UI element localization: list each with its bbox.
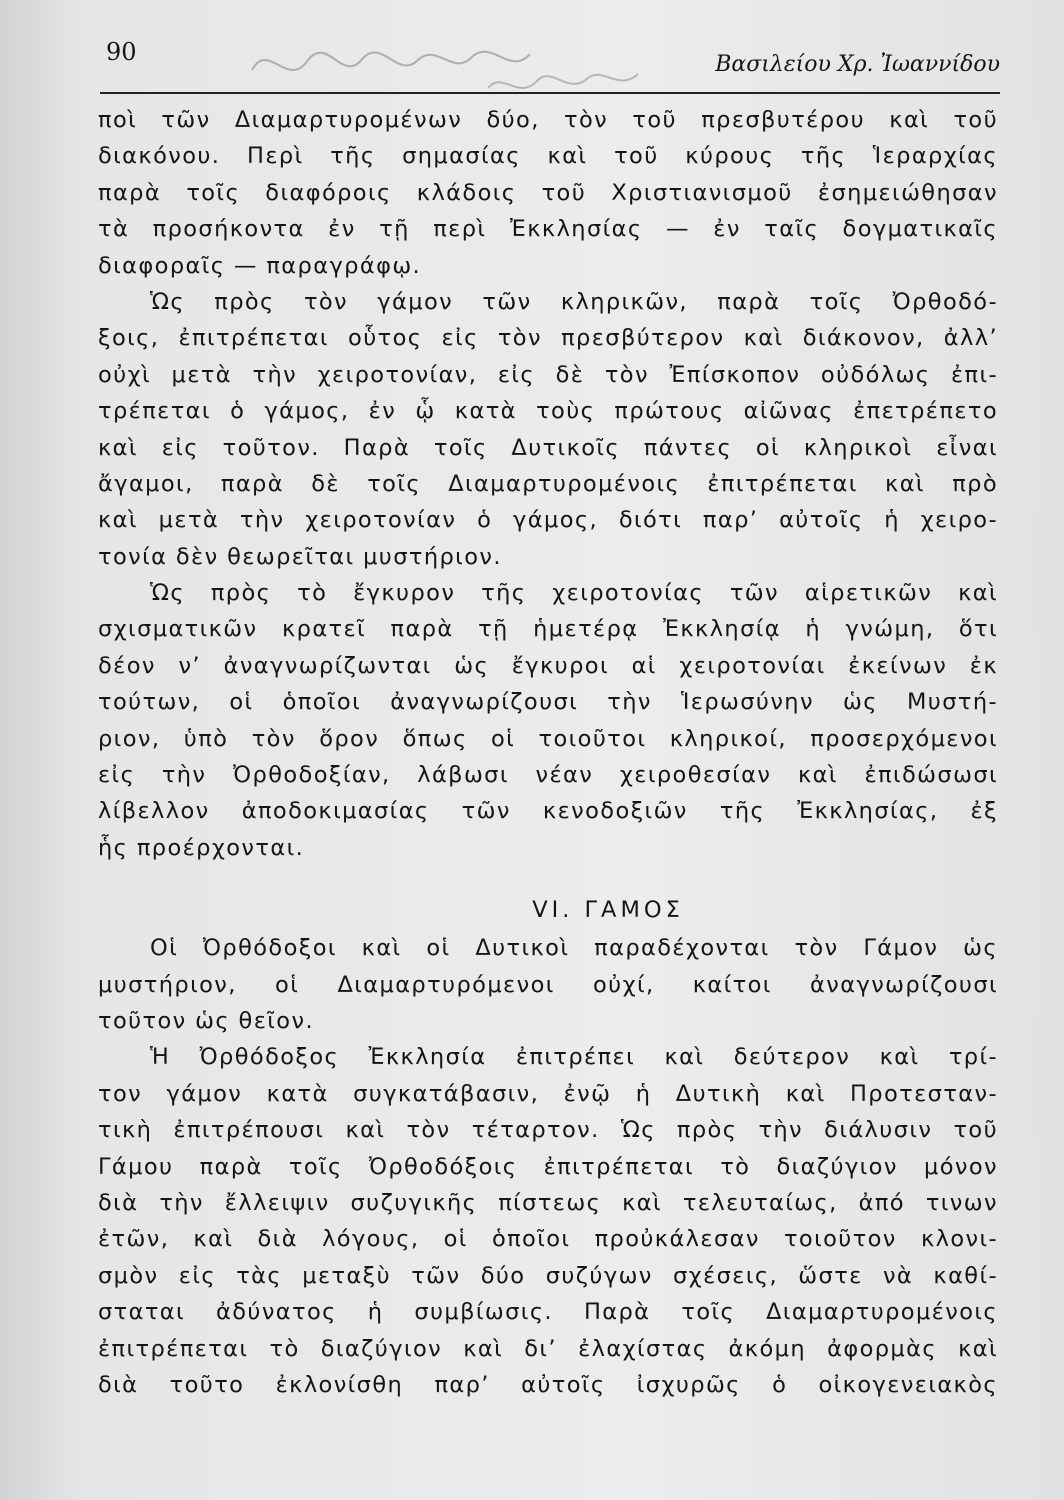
text-line: ξοις, ἐπιτρέπεται οὗτος εἰς τὸν πρεσβύτερον καὶ διάκονον, ἀλλ’	[98, 325, 998, 352]
text-line: σχισματικῶν κρατεῖ παρὰ τῇ ἡμετέρᾳ Ἐκκλησίᾳ ἡ γνώμη, ὅτι	[98, 616, 998, 643]
text-line: Οἱ Ὀρθόδοξοι καὶ οἱ Δυτικοὶ παραδέχονται τὸν Γάμον ὡς	[150, 935, 998, 962]
handwritten-annotation	[248, 30, 668, 110]
text-line: Ὡς πρὸς τὸ ἔγκυρον τῆς χειροτονίας τῶν αἱρετικῶν καὶ	[150, 580, 998, 607]
text-line: παρὰ τοῖς διαφόροις κλάδοις τοῦ Χριστιανισμοῦ ἐσημειώθησαν	[98, 179, 998, 206]
section-heading: VI. ΓΑΜΟΣ	[532, 897, 684, 924]
text-line: μυστήριον, οἱ Διαμαρτυρόμενοι οὐχί, καίτοι ἀναγνωρίζουσι	[98, 971, 998, 998]
text-line: τονία δὲν θεωρεῖται μυστήριον.	[98, 543, 502, 570]
text-line: ποὶ τῶν Διαμαρτυρομένων δύο, τὸν τοῦ πρεσβυτέρου καὶ τοῦ	[98, 107, 998, 133]
text-line: ἐτῶν, καὶ διὰ λόγους, οἱ ὁποῖοι προὐκάλεσαν τοιοῦτον κλονι-	[98, 1226, 998, 1253]
running-head: Βασιλείου Χρ. Ἰωαννίδου	[715, 52, 1000, 77]
text-line: Ἡ Ὀρθόδοξος Ἐκκλησία ἐπιτρέπει καὶ δεύτερον καὶ τρί-	[150, 1044, 998, 1071]
text-line: εἰς τὴν Ὀρθοδοξίαν, λάβωσι νέαν χειροθεσίαν καὶ ἐπιδώσωσι	[98, 762, 998, 789]
text-line: τοῦτον ὡς θεῖον.	[98, 1007, 314, 1034]
text-line: λίβελλον ἀποδοκιμασίας τῶν κενοδοξιῶν τῆς Ἐκκλησίας, ἐξ	[98, 798, 998, 825]
page-header	[100, 30, 1000, 94]
text-line: τούτων, οἱ ὁποῖοι ἀναγνωρίζουσι τὴν Ἱερωσύνην ὡς Μυστή-	[98, 689, 998, 716]
text-line: Γάμου παρὰ τοῖς Ὀρθοδόξοις ἐπιτρέπεται τὸ διαζύγιον μόνον	[98, 1153, 998, 1180]
text-line: διαφοραῖς — παραγράφῳ.	[98, 252, 422, 279]
text-line: διὰ τοῦτο ἐκλονίσθη παρ’ αὐτοῖς ἰσχυρῶς ὁ οἰκογενειακὸς	[98, 1371, 998, 1398]
text-line: διακόνου. Περὶ τῆς σημασίας καὶ τοῦ κύρους τῆς Ἱεραρχίας	[98, 143, 998, 170]
text-line: τον γάμον κατὰ συγκατάβασιν, ἐνῷ ἡ Δυτικὴ καὶ Προτεσταν-	[98, 1080, 998, 1107]
text-line: Ὡς πρὸς τὸν γάμον τῶν κληρικῶν, παρὰ τοῖς Ὀρθοδό-	[150, 288, 998, 315]
text-line: ἧς προέρχονται.	[98, 834, 305, 861]
paragraph	[98, 575, 998, 866]
paragraph	[98, 102, 998, 284]
paragraph	[98, 1039, 998, 1403]
text-line: τρέπεται ὁ γάμος, ἐν ᾧ κατὰ τοὺς πρώτους αἰῶνας ἐπετρέπετο	[98, 398, 998, 425]
text-line: τικὴ ἐπιτρέπουσι καὶ τὸν τέταρτον. Ὡς πρὸς τὴν διάλυσιν τοῦ	[98, 1117, 998, 1144]
text-line: δέον ν’ ἀναγνωρίζωνται ὡς ἔγκυροι αἱ χειροτονίαι ἐκείνων ἐκ	[98, 652, 998, 679]
paragraph	[98, 930, 998, 1039]
text-line: ἐπιτρέπεται τὸ διαζύγιον καὶ δι’ ἐλαχίστας ἀκόμη ἀφορμὰς καὶ	[98, 1335, 998, 1362]
text-line: διὰ τὴν ἔλλειψιν συζυγικῆς πίστεως καὶ τελευταίως, ἀπό τινων	[98, 1189, 998, 1216]
text-line: καὶ μετὰ τὴν χειροτονίαν ὁ γάμος, διότι παρ’ αὐτοῖς ἡ χειρο-	[98, 507, 998, 534]
text-line: ἄγαμοι, παρὰ δὲ τοῖς Διαμαρτυρομένοις ἐπιτρέπεται καὶ πρὸ	[98, 470, 998, 497]
text-line: τὰ προσήκοντα ἐν τῇ περὶ Ἐκκλησίας — ἐν ταῖς δογματικαῖς	[98, 216, 998, 243]
text-line: ριον, ὑπὸ τὸν ὅρον ὅπως οἱ τοιοῦτοι κληρικοί, προσερχόμενοι	[98, 725, 998, 752]
text-line: σταται ἀδύνατος ἡ συμβίωσις. Παρὰ τοῖς Διαμαρτυρομένοις	[98, 1299, 998, 1326]
text-line: καὶ εἰς τοῦτον. Παρὰ τοῖς Δυτικοῖς πάντες οἱ κληρικοὶ εἶναι	[98, 434, 998, 461]
text-line: οὐχὶ μετὰ τὴν χειροτονίαν, εἰς δὲ τὸν Ἐπίσκοπον οὐδόλως ἐπι-	[98, 361, 998, 388]
text-line: σμὸν εἰς τὰς μεταξὺ τῶν δύο συζύγων σχέσεις, ὥστε νὰ καθί-	[98, 1262, 998, 1289]
body-text	[98, 102, 998, 1403]
page-number: 90	[106, 38, 137, 66]
paragraph	[98, 284, 998, 575]
